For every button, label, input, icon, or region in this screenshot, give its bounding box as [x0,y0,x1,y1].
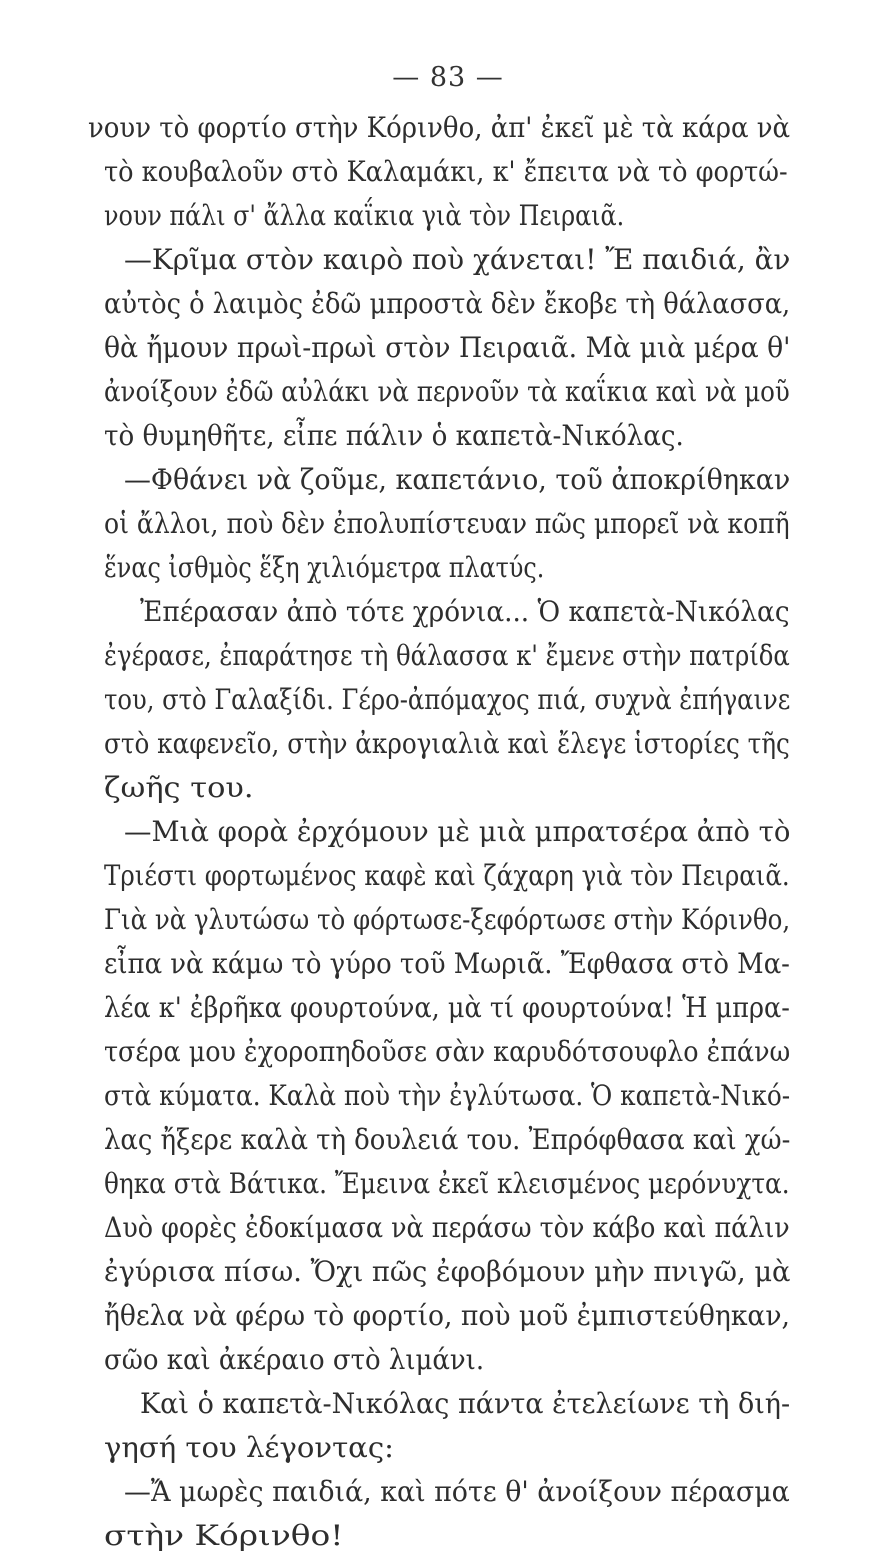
text-line: στὸ καφενεῖο, στὴν ἀκρογιαλιὰ καὶ ἔλεγε ἱστορίες τῆς [104,727,790,760]
text-line: του, στὸ Γαλαξίδι. Γέρο-ἀπόμαχος πιά, συχνὰ ἐπήγαινε [104,683,791,716]
text-line: ἕνας ἰσθμὸς ἕξη χιλιόμετρα πλατύς. [104,551,545,584]
text-line: θηκα στὰ Βάτικα. Ἔμεινα ἐκεῖ κλεισμένος μερόνυχτα. [104,1167,790,1200]
text-line: ζωῆς του. [104,771,254,804]
text-line: —Φθάνει νὰ ζοῦμε, καπετάνιο, τοῦ ἀποκρίθηκαν [124,463,791,496]
text-line: θὰ ἤμουν πρωὶ-πρωὶ στὸν Πειραιᾶ. Μὰ μιὰ μέρα θ' [104,331,791,364]
text-line: τσέρα μου ἐχοροπηδοῦσε σὰν καρυδότσουφλο ἐπάνω [104,1035,791,1068]
text-line: τὸ θυμηθῆτε, εἶπε πάλιν ὁ καπετὰ-Νικόλας. [104,419,684,452]
text-line: εἶπα νὰ κάμω τὸ γύρο τοῦ Μωριᾶ. Ἔφθασα στὸ Μα- [104,947,790,980]
text-line: Καὶ ὁ καπετὰ-Νικόλας πάντα ἐτελείωνε τὴ διή- [140,1387,791,1420]
text-line: αὐτὸς ὁ λαιμὸς ἐδῶ μπροστὰ δὲν ἔκοβε τὴ θάλασσα, [104,287,791,320]
text-line: γησή του λέγοντας: [104,1431,394,1464]
text-line: σῶο καὶ ἀκέραιο στὸ λιμάνι. [104,1343,485,1376]
text-line: ἀνοίξουν ἐδῶ αὐλάκι νὰ περνοῦν τὰ καΐκια καὶ νὰ μοῦ [104,375,790,408]
text-line: τὸ κουβαλοῦν στὸ Καλαμάκι, κ' ἔπειτα νὰ τὸ φορτώ- [104,155,788,188]
text-line: Δυὸ φορὲς ἐδοκίμασα νὰ περάσω τὸν κάβο καὶ πάλιν [104,1211,790,1244]
text-line: ἤθελα νὰ φέρω τὸ φορτίο, ποὺ μοῦ ἐμπιστεύθηκαν, [104,1299,790,1332]
text-line: Γιὰ νὰ γλυτώσω τὸ φόρτωσε-ξεφόρτωσε στὴν Κόρινθο, [104,903,791,936]
page-number: — 83 — [392,62,504,93]
text-line: νουν πάλι σ' ἄλλα καΐκια γιὰ τὸν Πειραιᾶ. [104,199,625,232]
text-line: λας ἤξερε καλὰ τὴ δουλειά του. Ἐπρόφθασα καὶ χώ- [104,1123,791,1156]
text-line: —Μιὰ φορὰ ἐρχόμουν μὲ μιὰ μπρατσέρα ἀπὸ τὸ [124,815,791,848]
text-line: στὴν Κόρινθο! [104,1519,344,1552]
text-line: ἐγύρισα πίσω. Ὄχι πῶς ἐφοβόμουν μὴν πνιγῶ, μὰ [104,1255,791,1288]
text-line: —Κρῖμα στὸν καιρὸ ποὺ χάνεται! Ἔ παιδιά, ἂν [124,243,791,276]
text-line: νουν τὸ φορτίο στὴν Κόρινθο, ἀπ' ἐκεῖ μὲ τὰ κάρα νὰ [88,111,791,144]
text-line: στὰ κύματα. Καλὰ ποὺ τὴν ἐγλύτωσα. Ὁ καπετὰ-Νικό- [104,1079,791,1112]
text-line: Ἐπέρασαν ἀπὸ τότε χρόνια... Ὁ καπετὰ-Νικόλας [140,595,790,628]
text-line: Τριέστι φορτωμένος καφὲ καὶ ζάχαρη γιὰ τὸν Πειραιᾶ. [104,859,790,892]
text-line: —Ἄ μωρὲς παιδιά, καὶ πότε θ' ἀνοίξουν πέρασμα [124,1475,790,1508]
text-line: οἱ ἄλλοι, ποὺ δὲν ἐπολυπίστευαν πῶς μπορεῖ νὰ κοπῆ [104,507,790,540]
text-line: λέα κ' ἐβρῆκα φουρτούνα, μὰ τί φουρτούνα! Ἡ μπρα- [104,991,790,1024]
text-line: ἐγέρασε, ἐπαράτησε τὴ θάλασσα κ' ἔμενε στὴν πατρίδα [104,639,790,672]
